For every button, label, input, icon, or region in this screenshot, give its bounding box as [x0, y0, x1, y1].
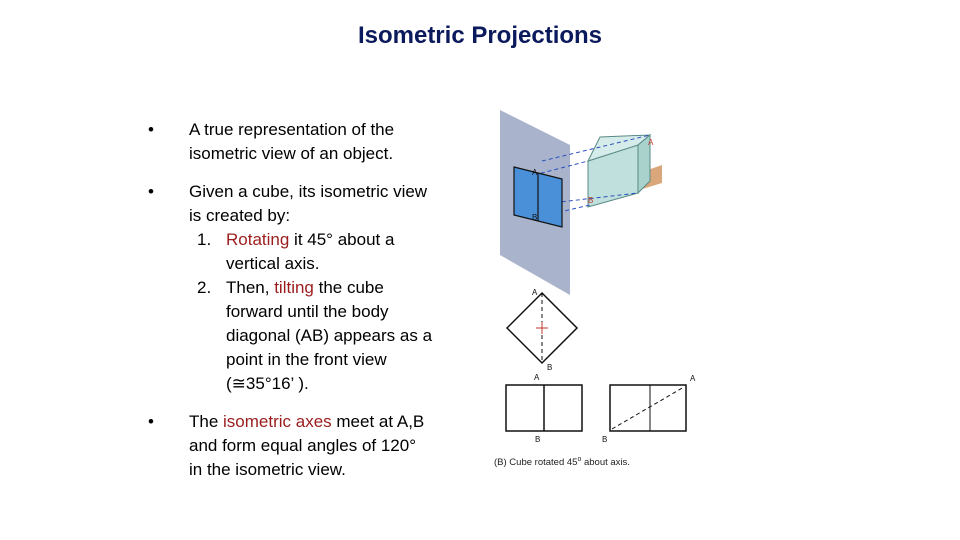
label-b-diamond: B [547, 363, 553, 372]
label-b-top: B [532, 213, 538, 222]
label-a-red: A [648, 138, 654, 147]
step-2-rest: the cube [313, 278, 384, 297]
label-a-front: A [534, 373, 540, 382]
caption-text: (B) Cube rotated 45 [494, 457, 578, 469]
bullet-3 [148, 410, 470, 482]
text-column [148, 118, 470, 498]
step-2-continuation: diagonal (AB) appears as a [226, 326, 433, 345]
caption-text-end: about axis. [581, 457, 630, 469]
step-1-highlight: Rotating [226, 230, 290, 249]
bullet-3-prefix: The [189, 412, 224, 431]
caption-degree: o [577, 456, 582, 463]
bullet-3-line-1 [189, 410, 470, 434]
label-a-side: A [690, 374, 696, 383]
side-view [610, 385, 686, 431]
label-b-side: B [602, 435, 608, 444]
bullet-3-highlight: isometric axes [223, 412, 332, 431]
step-2 [189, 276, 470, 396]
bullet-marker: • [148, 412, 154, 431]
bullet-2 [148, 180, 470, 396]
step-1-rest: it 45° about a [289, 230, 395, 249]
label-b-red: B [588, 196, 594, 205]
bullet-marker: • [148, 120, 154, 139]
bullet-1-line-2: isometric view of an object. [189, 144, 394, 163]
step-1-number: 1. [197, 230, 212, 249]
label-a-top: A [532, 168, 538, 177]
bullet-3-line-2: and form equal angles of 120° [189, 436, 417, 455]
bullet-marker: • [148, 182, 154, 201]
label-b-front: B [535, 435, 541, 444]
figure-caption [494, 456, 630, 468]
step-1 [189, 228, 470, 276]
step-2-continuation: forward until the body [226, 302, 389, 321]
bullet-1 [148, 118, 470, 166]
bullet-2-line-2: is created by: [189, 206, 291, 225]
bullet-3-line-3: in the isometric view. [189, 460, 346, 479]
isometric-figure [490, 105, 696, 485]
step-2-prefix: Then, [226, 278, 275, 297]
step-1-continuation: vertical axis. [226, 254, 320, 273]
label-a-diamond: A [532, 288, 538, 297]
bullet-3-rest: meet at A,B [331, 412, 425, 431]
bullet-2-line-1: Given a cube, its isometric view [189, 182, 428, 201]
step-2-continuation: (≅35°16’ ). [226, 374, 309, 393]
slide-title: Isometric Projections [357, 22, 603, 49]
step-2-number: 2. [197, 278, 212, 297]
step-2-continuation: point in the front view [226, 350, 387, 369]
step-2-highlight: tilting [274, 278, 314, 297]
bullet-1-line-1: A true representation of the [189, 120, 395, 139]
